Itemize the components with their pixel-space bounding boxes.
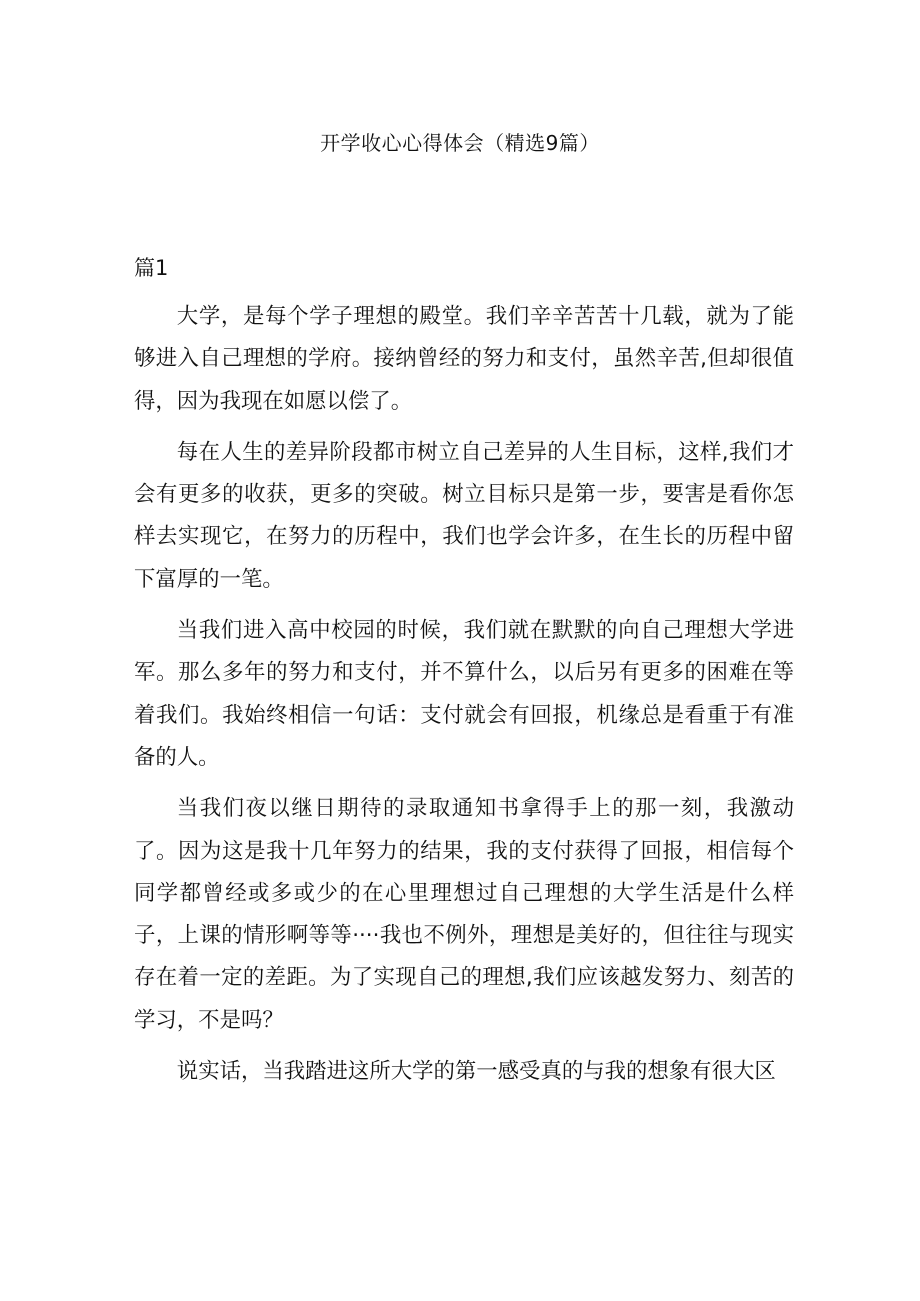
document-title: 开学收心心得体会（精选9篇） [320,131,600,155]
chapter-heading: 篇1 [134,256,169,280]
document-body [134,296,794,1102]
paragraph: 每在人生的差异阶段都市树立自己差异的人生目标，这样,我们才会有更多的收获，更多的突破。树立目标只是第一步，要害是看你怎样去实现它，在努力的历程中，我们也学会许多，在生长的历程中留下富厚的一笔。 [134,439,794,592]
paragraph: 大学，是每个学子理想的殿堂。我们辛辛苦苦十几载，就为了能够进入自己理想的学府。接纳曾经的努力和支付，虽然辛苦,但却很值得，因为我现在如愿以偿了。 [134,304,794,414]
paragraph: 当我们夜以继日期待的录取通知书拿得手上的那一刻，我激动了。因为这是我十几年努力的结果，我的支付获得了回报，相信每个同学都曾经或多或少的在心里理想过自己理想的大学生活是什么样子，上课的情形啊等等····我也不例外，理想是美好的，但往往与现实存在着一定的差距。为了实现自己的理想,我们应该越发努力、刻苦的学习，不是吗？ [134,796,794,1033]
paragraph: 当我们进入高中校园的时候，我们就在默默的向自己理想大学进军。那么多年的努力和支付，并不算什么，以后另有更多的困难在等着我们。我始终相信一句话：支付就会有回报，机缘总是看重于有准备的人。 [134,618,794,770]
paragraph: 说实话，当我踏进这所大学的第一感受真的与我的想象有很大区 [176,1059,776,1085]
